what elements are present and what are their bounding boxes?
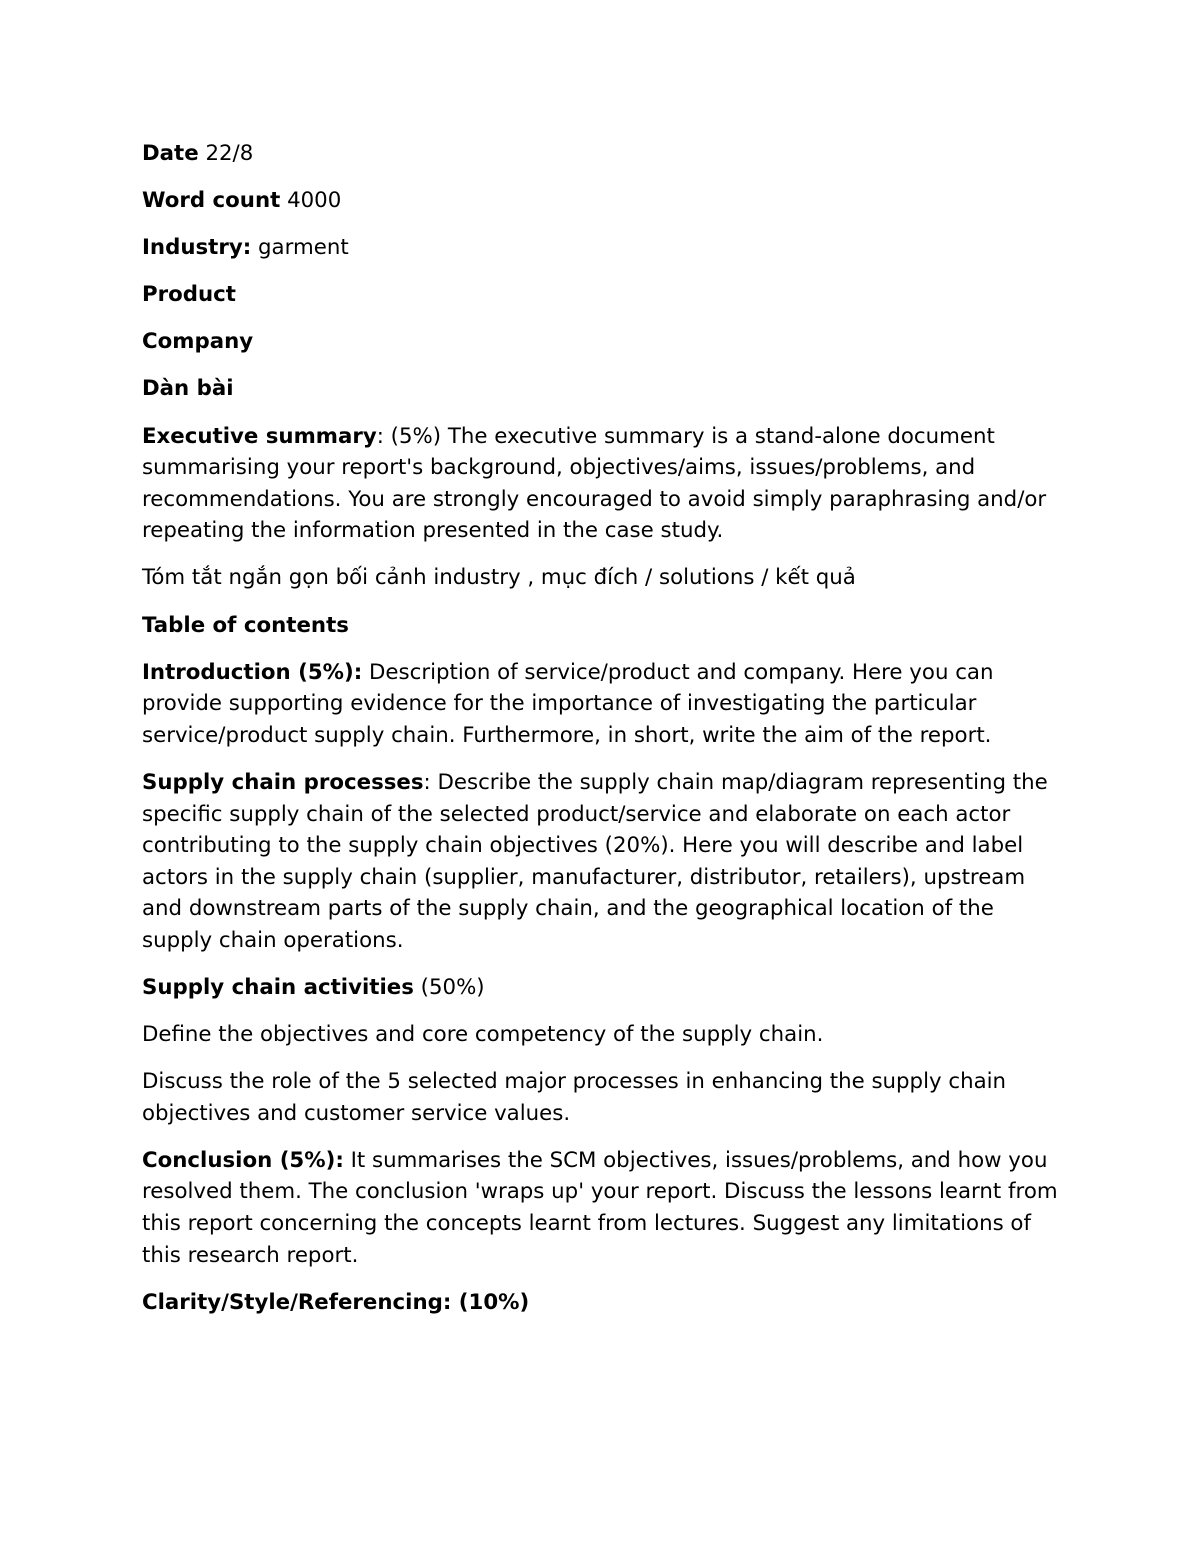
outline-label: Dàn bài [142, 376, 234, 402]
clarity-line [142, 1287, 1062, 1319]
company-label: Company [142, 329, 254, 355]
introduction-heading: Introduction (5%): [142, 659, 363, 685]
word-count-label: Word count [142, 188, 281, 214]
introduction-body: Description of service/product and company. Here you can provide supporting evidence for the importance of investigating the particular service/product supply chain. Furthermore, in short, write the aim of the report. [142, 659, 994, 748]
supply-chain-processes-heading: Supply chain processes [142, 769, 424, 795]
industry-value: garment [251, 235, 349, 261]
date-label: Date [142, 141, 199, 166]
product-line [142, 279, 1062, 311]
word-count-line [142, 185, 1062, 217]
executive-summary-note [142, 562, 1062, 594]
executive-summary-paragraph [142, 421, 1062, 547]
conclusion-paragraph [142, 1145, 1062, 1271]
product-label: Product [142, 282, 236, 308]
table-of-contents-heading: Table of contents [142, 612, 349, 638]
word-count-value: 4000 [280, 188, 342, 214]
supply-chain-processes-body: : Describe the supply chain map/diagram representing the specific supply chain of the selected product/service and elaborate on each actor contributing to the supply chain objectives (20%). Here you will describe and label actors in the supply chain (supplier, manufacturer, distributor, retailers), upstream and downstream parts of the supply chain, and the geographical location of the supply chain operations. [142, 769, 1048, 953]
industry-label: Industry: [142, 235, 252, 261]
supply-chain-activities-weight: (50%) [413, 974, 485, 1000]
date-line [142, 138, 1062, 170]
supply-chain-activities-line [142, 972, 1062, 1004]
supply-chain-activities-para1 [142, 1019, 1062, 1051]
supply-chain-activities-para2-text: Discuss the role of the 5 selected major processes in enhancing the supply chain objectives and customer service values. [142, 1069, 1007, 1126]
introduction-paragraph [142, 657, 1062, 752]
industry-line [142, 232, 1062, 264]
document-page [142, 138, 1062, 1334]
executive-summary-body: : (5%) The executive summary is a stand-alone document summarising your report's background, objectives/aims, issues/problems, and recommendations. You are strongly encouraged to avoid simply paraphrasing and/or repeating the information presented in the case study. [142, 423, 1047, 544]
executive-summary-heading: Executive summary [142, 423, 377, 449]
supply-chain-activities-heading: Supply chain activities [142, 974, 414, 1000]
supply-chain-activities-para1-text: Define the objectives and core competency of the supply chain. [142, 1022, 824, 1048]
company-line [142, 326, 1062, 358]
date-value: 22/8 [198, 141, 254, 166]
supply-chain-processes-paragraph [142, 767, 1062, 957]
clarity-heading: Clarity/Style/Referencing: (10%) [142, 1289, 530, 1315]
supply-chain-activities-para2 [142, 1066, 1062, 1129]
table-of-contents-line [142, 610, 1062, 642]
outline-line [142, 373, 1062, 405]
conclusion-heading: Conclusion (5%): [142, 1147, 344, 1173]
executive-summary-note-text: Tóm tắt ngắn gọn bối cảnh industry , mục đích / solutions / kết quả [142, 565, 856, 591]
conclusion-body: It summarises the SCM objectives, issues/problems, and how you resolved them. The conclusion 'wraps up' your report. Discuss the lessons learnt from this report concerning the concepts learnt from lectures. Suggest any limitations of this research report. [142, 1147, 1058, 1268]
